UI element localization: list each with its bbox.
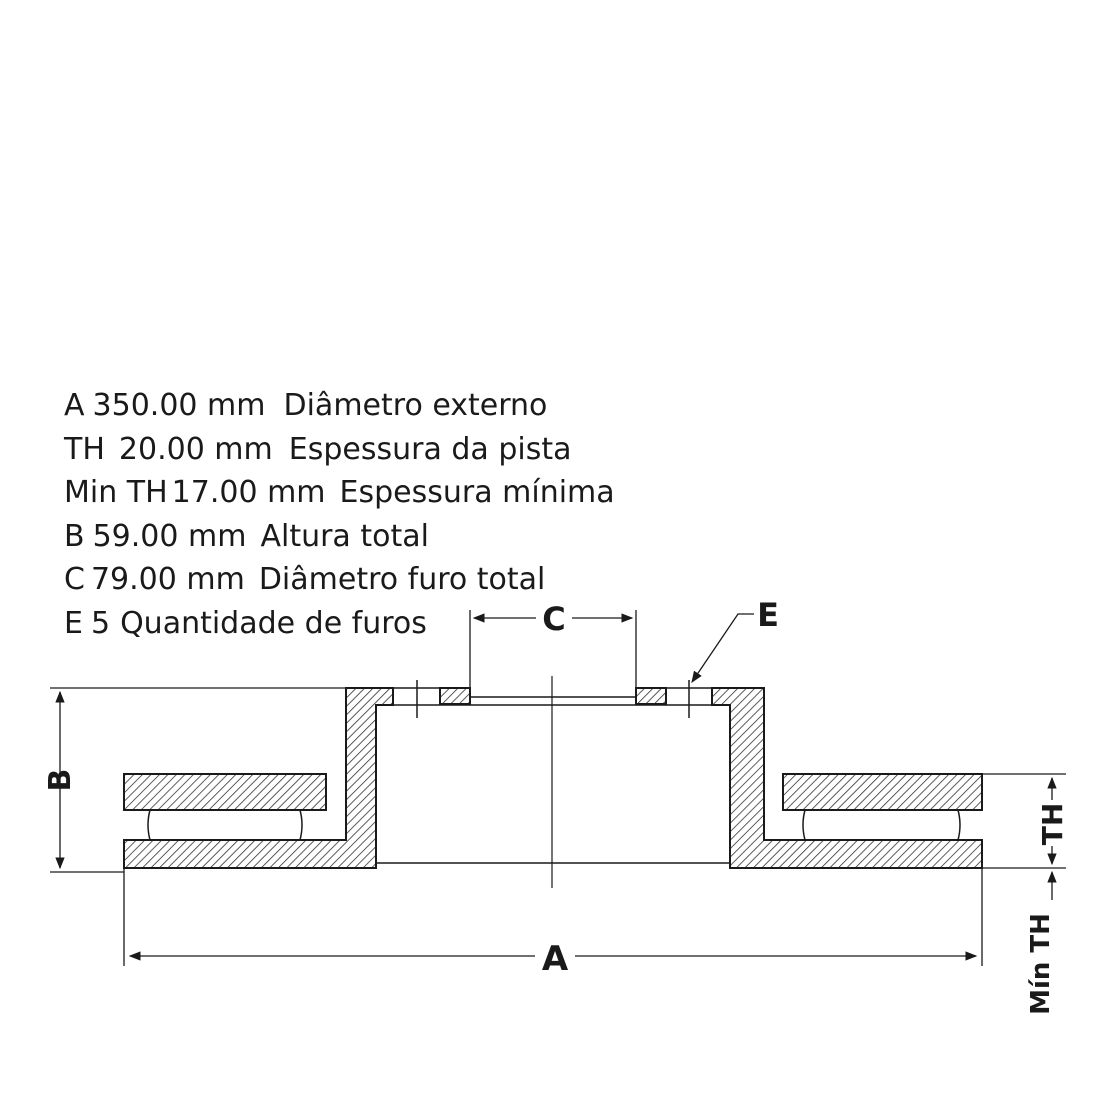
dim-c-label: C <box>542 600 566 638</box>
dim-a-label: A <box>541 939 569 979</box>
spec-label: C <box>64 562 85 598</box>
spec-description: Espessura da pista <box>288 431 572 467</box>
spec-description: Diâmetro furo total <box>258 562 546 598</box>
disc-section <box>124 688 982 868</box>
spec-label: E <box>64 605 83 641</box>
spec-value: 20.00 mm <box>118 431 273 467</box>
spec-label: B <box>64 518 85 554</box>
dim-b-label: B <box>43 768 78 792</box>
left-top-flange <box>440 688 470 704</box>
spec-value: 5 <box>90 605 111 641</box>
spec-description: Quantidade de furos <box>120 605 427 641</box>
spec-label: TH <box>64 431 105 467</box>
spec-value: 79.00 mm <box>90 562 245 598</box>
dimension-e <box>692 614 754 682</box>
spec-description: Altura total <box>260 518 429 554</box>
left-upper-friction-ring <box>124 774 326 810</box>
spec-label: A <box>64 388 85 423</box>
dim-th-label: TH <box>1036 802 1069 846</box>
right-upper-friction-ring <box>783 774 982 810</box>
dim-e-label: E <box>757 596 779 634</box>
spec-description: Diâmetro externo <box>283 388 548 423</box>
right-top-flange <box>636 688 666 704</box>
spec-label: Min TH <box>64 475 168 511</box>
spec-value: 350.00 mm <box>92 388 266 423</box>
spec-value: 17.00 mm <box>171 475 326 511</box>
spec-value: 59.00 mm <box>92 518 247 554</box>
spec-description: Espessura mínima <box>339 475 615 511</box>
dim-min-th-label: Mín TH <box>1026 913 1056 1015</box>
